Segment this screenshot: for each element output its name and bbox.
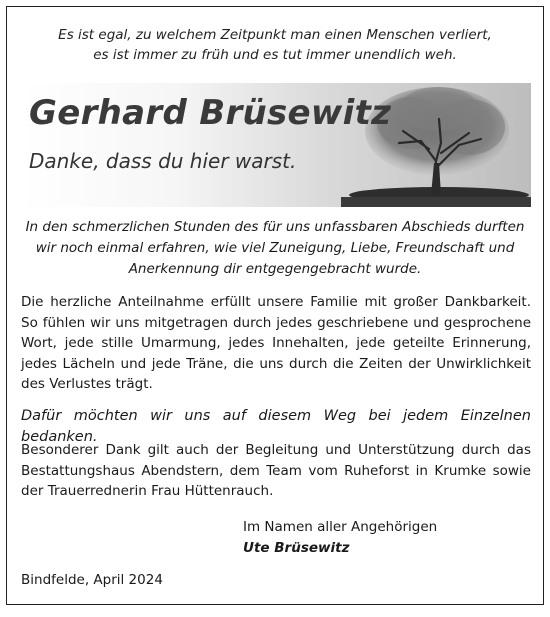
signature-block	[243, 517, 437, 559]
paragraph-line: Dafür möchten wir uns auf diesem Weg bei jedem Einzelnen bedanken.	[21, 408, 531, 445]
intro-line-1: In den schmerzlichen Stunden des für uns unfassbaren Abschieds durften	[25, 219, 525, 235]
paragraph-line: jedes Lächeln und jede Träne, die uns durch die Zeiten der Unwirklichkeit	[21, 355, 531, 372]
deceased-name: Gerhard Brüsewitz	[29, 93, 392, 133]
quote-line-2: es ist immer zu früh und es tut immer unendlich weh.	[93, 47, 457, 63]
paragraph-line: der Trauerrednerin Frau Hüttenrauch.	[21, 483, 274, 499]
intro-text	[7, 217, 543, 280]
gratitude-paragraph	[21, 292, 531, 395]
intro-line-2: wir noch einmal erfahren, wie viel Zuneigung, Liebe, Freundschaft und	[35, 240, 515, 256]
special-thanks-paragraph	[21, 440, 531, 502]
paragraph-line: Besonderer Dank gilt auch der Begleitung und Unterstützung durch das	[21, 442, 531, 458]
opening-quote	[7, 25, 543, 65]
paragraph-line: Wort, jede stille Umarmung, jedes Innehalten, jede geteilte Erinnerung,	[21, 335, 531, 351]
quote-line-1: Es ist egal, zu welchem Zeitpunkt man einen Menschen verliert,	[58, 27, 492, 43]
signature-line: Im Namen aller Angehörigen	[243, 519, 438, 535]
signature-name: Ute Brüsewitz	[243, 540, 350, 556]
name-banner	[21, 83, 531, 207]
paragraph-line: So fühlen wir uns mitgetragen durch jedes geschriebene und gesprochene	[21, 314, 531, 331]
banner-subtitle: Danke, dass du hier warst.	[29, 149, 297, 173]
paragraph-line: Bestattungshaus Abendstern, dem Team vom Ruheforst in Krumke sowie	[21, 462, 531, 479]
paragraph-line: Die herzliche Anteilnahme erfüllt unsere Familie mit großer Dankbarkeit.	[21, 294, 531, 310]
place-date: Bindfelde, April 2024	[21, 572, 163, 588]
obituary-card	[6, 6, 544, 605]
intro-line-3: Anerkennung dir entgegengebracht wurde.	[128, 261, 422, 277]
paragraph-line: des Verlustes trägt.	[21, 376, 153, 392]
